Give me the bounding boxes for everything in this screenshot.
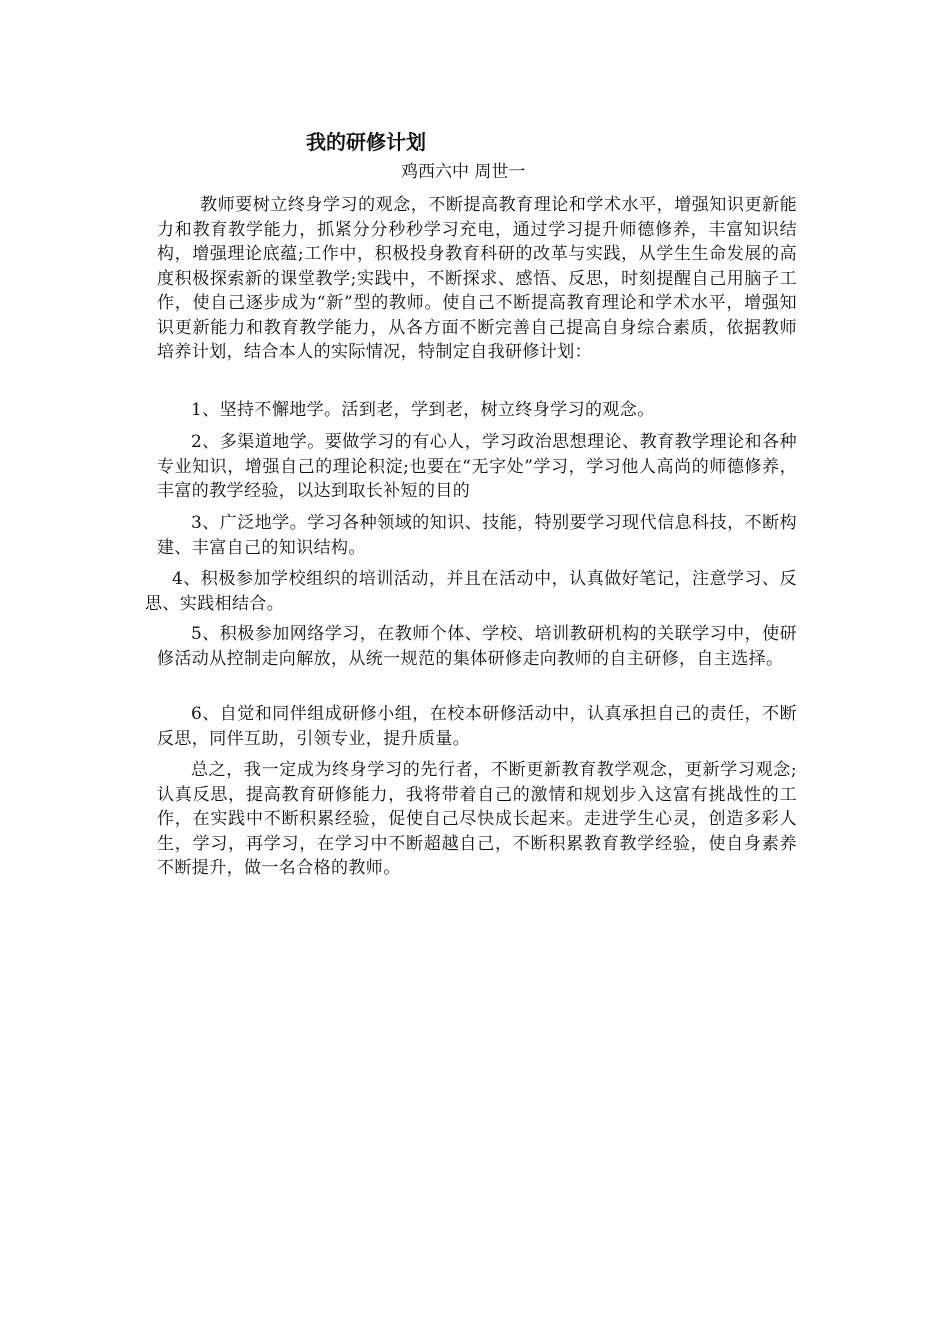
intro-paragraph: 教师要树立终身学习的观念，不断提高教育理论和学术水平，增强知识更新能力和教育教学能力，抓紧分分秒秒学习充电，通过学习提升师德修养，丰富知识结构，增强理论底蕴;工作中，积极投身教育科研的改革与实践，从学生生命发展的高度积极探索新的课堂教学;实践中，不断探求、感悟、反思，时刻提醒自己用脑子工作，使自己逐步成为“新”型的教师。使自己不断提高教育理论和学术水平，增强知识更新能力和教育教学能力，从各方面不断完善自己提高自身综合素质，依据教师培养计划，结合本人的实际情况，特制定自我研修计划： (157, 195, 797, 362)
document-author: 鸡西六中 周世一 (401, 162, 526, 182)
plan-item-5: 5、积极参加网络学习，在教师个体、学校、培训教研机构的关联学习中，使研修活动从控制走向解放，从统一规范的集体研修走向教师的自主研修，自主选择。 (157, 624, 797, 669)
plan-item-1: 1、坚持不懈地学。活到老，学到老，树立终身学习的观念。 (191, 400, 655, 420)
plan-item-3: 3、广泛地学。学习各种领域的知识、技能，特别要学习现代信息科技，不断构建、丰富自己的知识结构。 (157, 513, 797, 558)
plan-item-6: 6、自觉和同伴组成研修小组，在校本研修活动中，认真承担自己的责任，不断反思，同伴互助，引领专业，提升质量。 (157, 704, 797, 749)
conclusion-paragraph: 总之，我一定成为终身学习的先行者，不断更新教育教学观念，更新学习观念;认真反思，提高教育研修能力，我将带着自己的激情和规划步入这富有挑战性的工作，在实践中不断积累经验，促使自己尽快成长起来。走进学生心灵，创造多彩人生，学习，再学习，在学习中不断超越自己，不断积累教育教学经验，使自身素养不断提升，做一名合格的教师。 (157, 760, 797, 878)
plan-item-2: 2、多渠道地学。要做学习的有心人，学习政治思想理论、教育教学理论和各种专业知识，增强自己的理论积淀;也要在“无字处”学习，学习他人高尚的师德修养，丰富的教学经验，以达到取长补短的目的 (157, 432, 797, 501)
plan-item-4: 4、积极参加学校组织的培训活动，并且在活动中，认真做好笔记，注意学习、反思、实践相结合。 (145, 569, 797, 614)
document-title: 我的研修计划 (306, 130, 426, 154)
